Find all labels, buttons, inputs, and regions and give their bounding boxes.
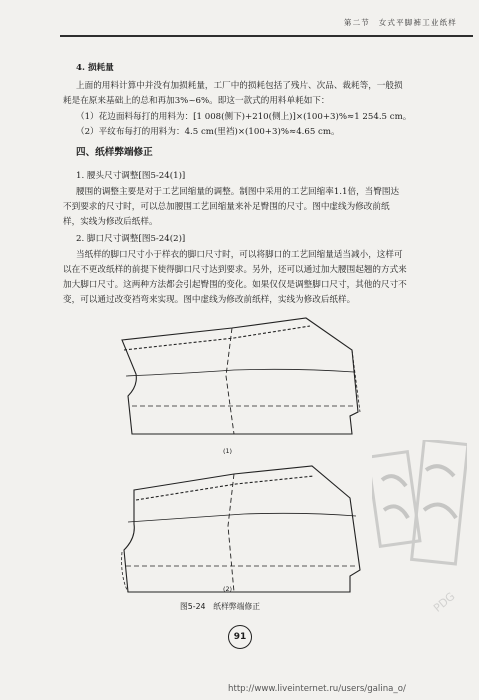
svg-text:PDG: PDG xyxy=(431,589,458,615)
running-header: 第二节 女式平脚裤工业纸样 xyxy=(343,18,457,27)
paragraph-line: 变，可以通过改变裆弯来实现。图中虚线为修改前纸样，实线为修改后纸样。 xyxy=(63,295,356,305)
section-heading: 四、纸样弊端修正 xyxy=(76,147,153,158)
paragraph-line: 样，实线为修改后纸样。 xyxy=(63,217,158,227)
paragraph-line: 不到要求的尺寸时，可以总加腰围工艺回缩量来补足臀围的尺寸。图中虚线为修改前纸 xyxy=(63,202,390,212)
header-rule xyxy=(60,35,473,37)
figure-caption: 图5-24 纸样弊端修正 xyxy=(180,602,261,611)
figure-label-2: (2) xyxy=(223,585,233,593)
pattern-figure xyxy=(114,316,370,606)
paragraph-line: 耗是在原来基础上的总和再加3%~6%。即这一款式的用料单耗如下： xyxy=(63,96,330,106)
paragraph-line: 腰围的调整主要是对于工艺回缩量的调整。制图中采用的工艺回缩率1.1倍，当臀围达 xyxy=(76,187,400,197)
subheading-hem: 2. 脚口尺寸调整[图5-24(2)] xyxy=(76,234,186,244)
paragraph-line: 加大脚口尺寸。这两种方法都会引起臀围的变化。如果仅仅是调整脚口尺寸，其他的尺寸不 xyxy=(63,280,407,290)
pattern-diagram-2 xyxy=(122,466,360,592)
subheading-waist: 1. 腰头尺寸调整[图5-24(1)] xyxy=(76,171,186,181)
pdg-watermark-seal xyxy=(372,440,467,620)
paragraph-line: 上面的用料计算中并没有加损耗量，工厂中的损耗包括了残片、次品、裁耗等，一般损 xyxy=(76,81,403,91)
page-number: 91 xyxy=(228,625,252,649)
paragraph-line: （1）花边面料每打的用料为：[1 008(侧下)+210(侧上)]×(100+3)%≈1 254.5 cm。 xyxy=(76,112,412,122)
pattern-diagram-1 xyxy=(122,318,360,434)
figure-label-1: (1) xyxy=(223,447,233,455)
footer-url[interactable]: http://www.liveinternet.ru/users/galina_o/ xyxy=(228,684,406,694)
paragraph-line: 当纸样的脚口尺寸小于样衣的脚口尺寸时，可以将脚口的工艺回缩量适当减小，这样可 xyxy=(76,250,403,260)
paragraph-line: 以在不更改纸样的前提下使得脚口尺寸达到要求。另外，还可以通过加大腰围起翘的方式来 xyxy=(63,265,407,275)
paragraph-line: （2）平纹布每打的用料为：4.5 cm(里裆)×(100+3)%≈4.65 cm。 xyxy=(76,127,340,137)
heading-loss: 4. 损耗量 xyxy=(76,63,114,73)
